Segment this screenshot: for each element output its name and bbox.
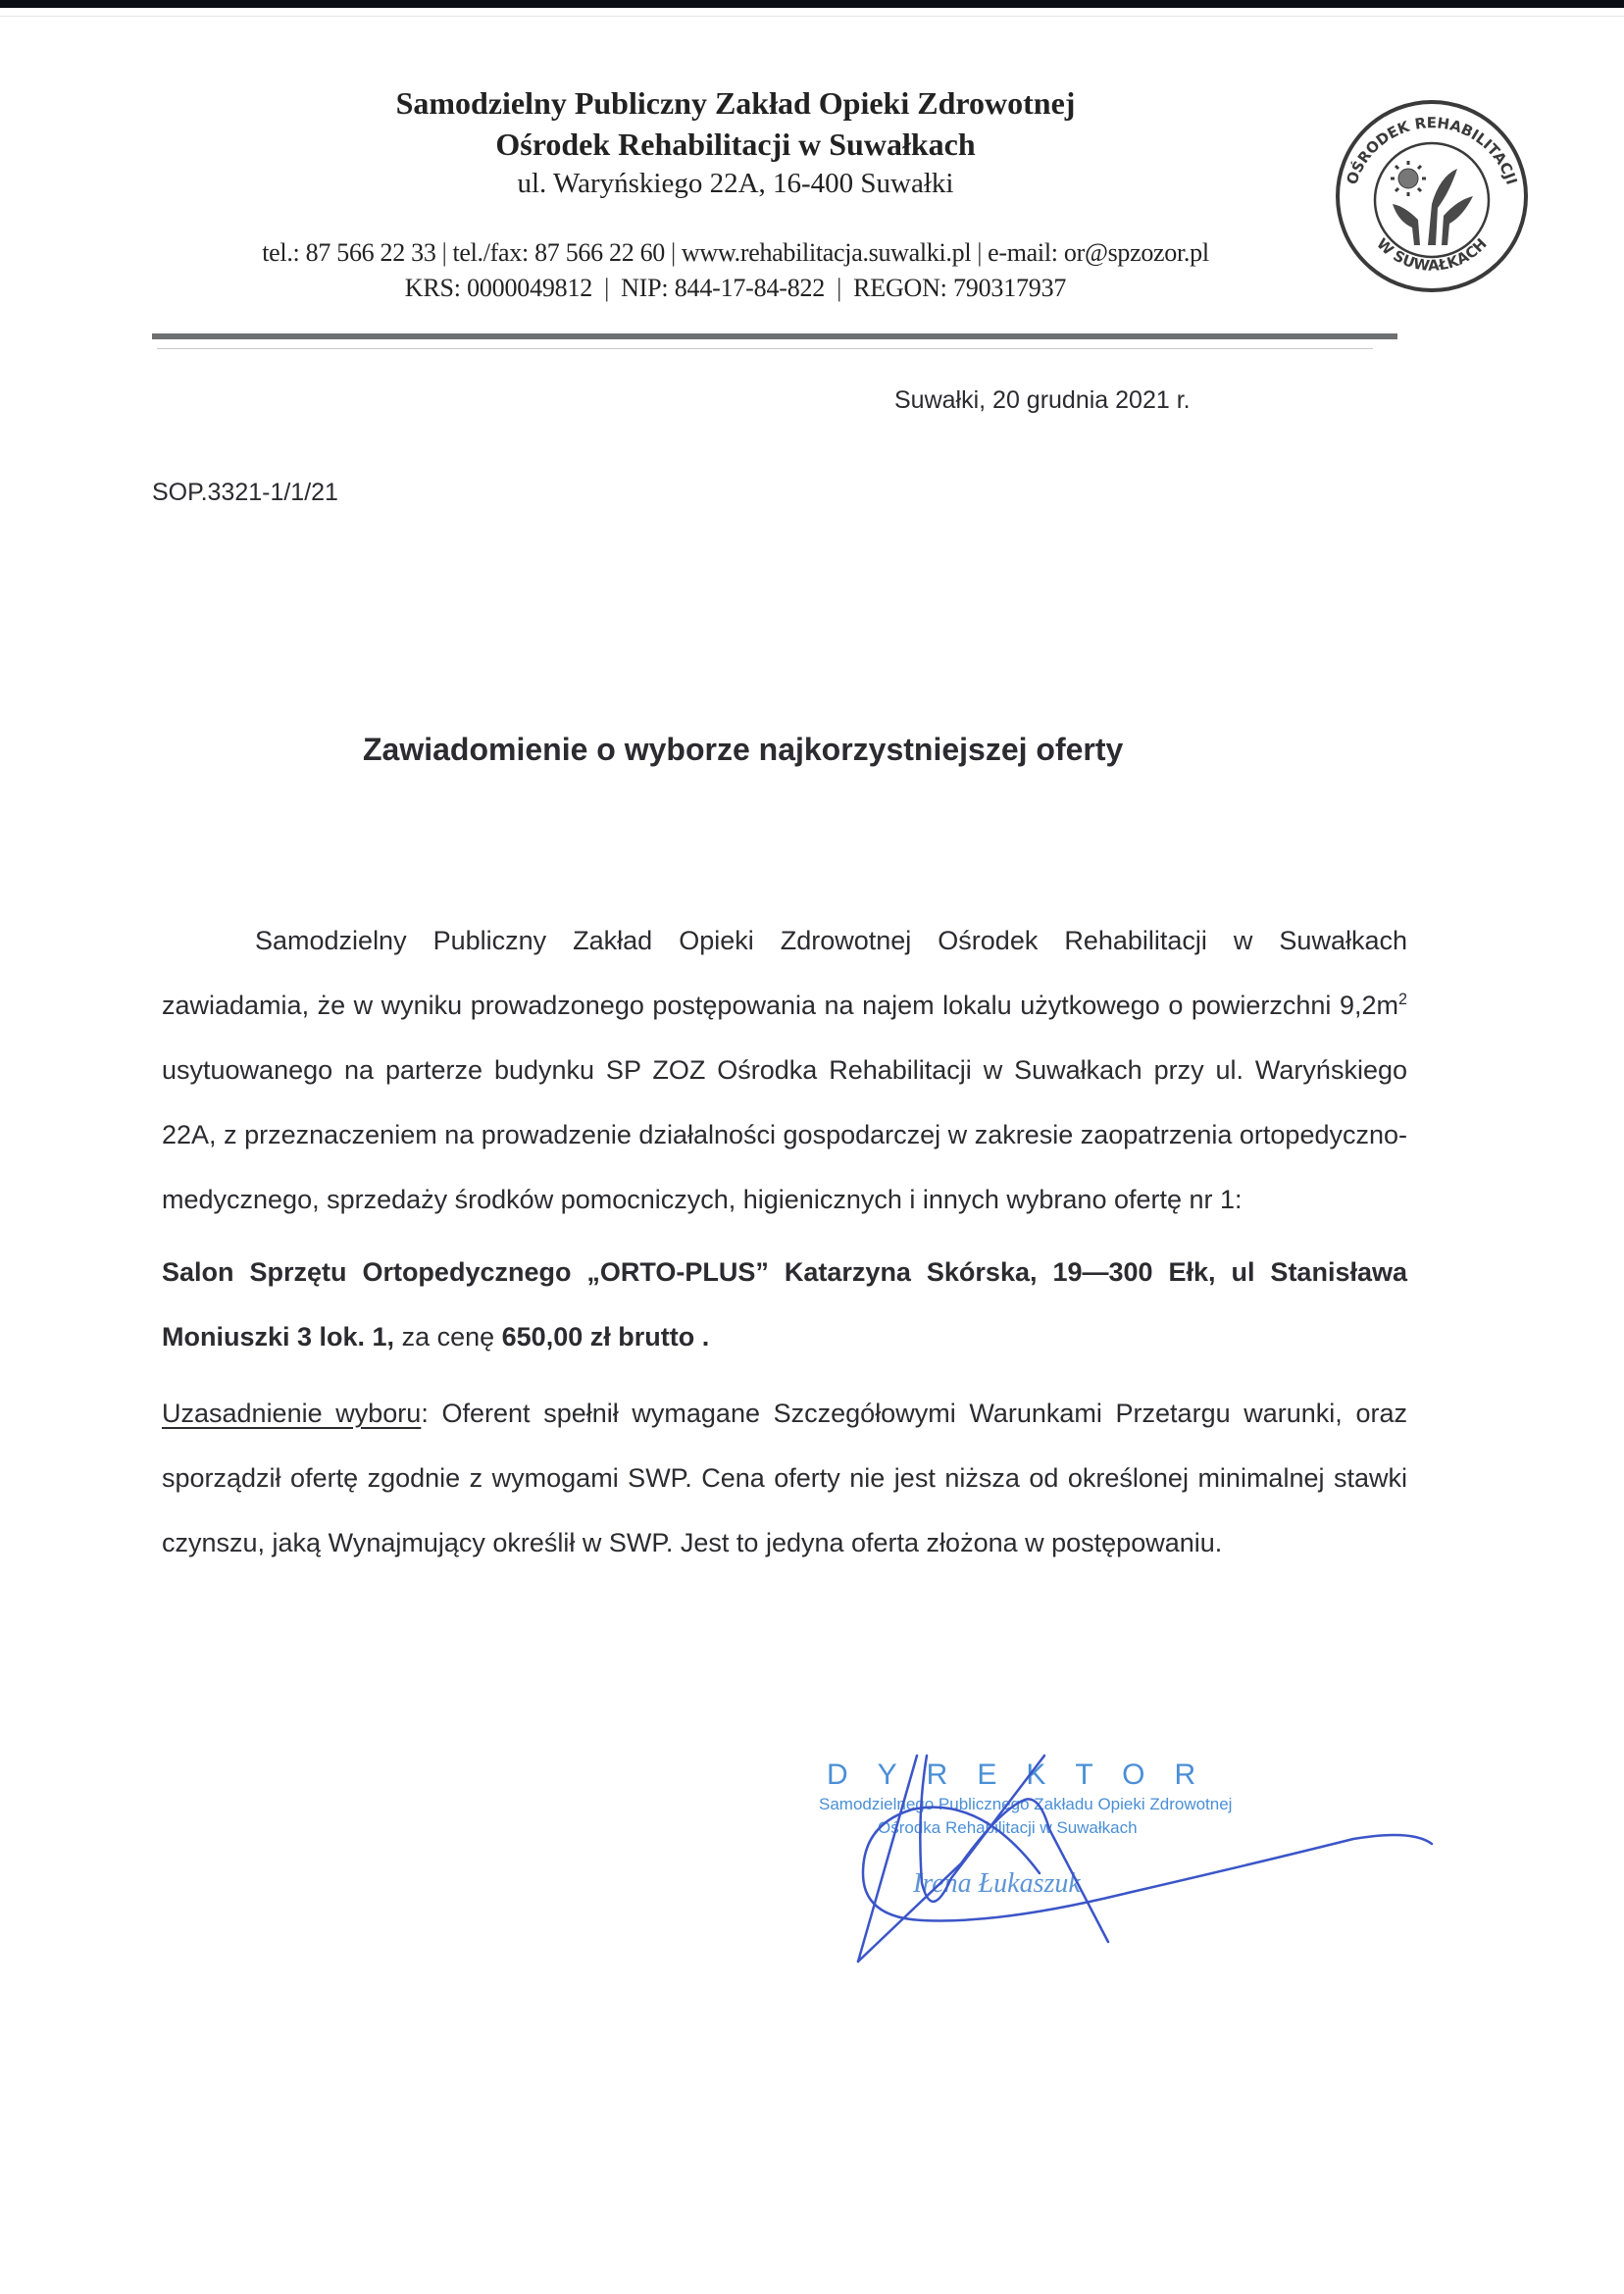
contact-line xyxy=(147,235,1324,271)
justification-text: Oferent spełnił wymagane Szczegółowymi Warunkami Przetargu warunki, oraz sporządził ofertę zgodnie z wymogami SWP. Cena oferty nie jest niższa od określonej minimalnej stawki czynszu, jaką Wynajmujący określił w SWP. Jest to jedyna oferta złożona w postępowaniu. xyxy=(162,1399,1407,1557)
offer-price: 650,00 zł brutto . xyxy=(501,1322,710,1351)
letter-body xyxy=(162,728,1407,1575)
regon-number: REGON: 790317937 xyxy=(853,274,1067,302)
registry-ids xyxy=(147,271,1324,306)
letterhead-divider-thin xyxy=(157,348,1373,349)
selected-offer xyxy=(162,1240,1407,1369)
email-link[interactable]: e-mail: or@spzozor.pl xyxy=(988,238,1209,267)
seal-ring-text-top: OŚRODEK REHABILITACJI xyxy=(1343,114,1521,187)
document-title: Zawiadomienie o wyborze najkorzystniejszej oferty xyxy=(363,732,1124,767)
stamp-institution-line1: Samodzielnego Publicznego Zakładu Opieki Zdrowotnej xyxy=(819,1795,1233,1813)
price-label: za cenę xyxy=(394,1322,502,1351)
stamp-title: DYREKTOR xyxy=(827,1759,1226,1791)
nip-number: NIP: 844-17-84-822 xyxy=(621,274,826,302)
reference-number: SOP.3321-1/1/21 xyxy=(152,479,338,506)
separator: | xyxy=(604,274,610,302)
stamp-institution-line2: Ośrodka Rehabilitacji w Suwałkach xyxy=(878,1818,1138,1837)
krs-number: KRS: 0000049812 xyxy=(404,274,593,302)
seal-ring-text-bottom: W SUWAŁKACH xyxy=(1373,234,1491,275)
paragraph-text-part1: Samodzielny Publiczny Zakład Opieki Zdrowotnej Ośrodek Rehabilitacji w Suwałkach zawiadamia, że w wyniku prowadzonego postępowania na najem lokalu użytkowego o powierzchni 9,2m xyxy=(162,926,1407,1020)
director-stamp xyxy=(819,1758,1250,1901)
scan-top-border xyxy=(0,0,1624,8)
separator: | xyxy=(671,238,676,267)
separator: | xyxy=(441,238,447,267)
paragraph-text-part2: usytuowanego na parterze budynku SP ZOZ Ośrodka Rehabilitacji w Suwałkach przy ul. Waryńskiego 22A, z przeznaczeniem na prowadzenie działalności gospodarczej w zakresie zaopatrzenia ortopedyczno-medycznego, sprzedaży środków pomocniczych, higienicznych i innych wybrano ofertę nr 1: xyxy=(162,1055,1407,1214)
organization-address: ul. Waryńskiego 22A, 16-400 Suwałki xyxy=(517,168,954,199)
winner-name-address: Salon Sprzętu Ortopedycznego „ORTO-PLUS” Katarzyna Skórska, 19—300 Ełk, ul Stanisława Moniuszki 3 lok. 1, xyxy=(162,1257,1407,1351)
area-superscript: 2 xyxy=(1397,991,1407,1008)
organization-unit: Ośrodek Rehabilitacji w Suwałkach xyxy=(495,127,976,162)
letterhead xyxy=(147,82,1324,306)
phone: tel.: 87 566 22 33 xyxy=(262,238,436,267)
rehabilitation-center-seal-icon xyxy=(1334,98,1530,294)
letterhead-divider-thick xyxy=(152,333,1397,339)
organization-name: Samodzielny Publiczny Zakład Opieki Zdrowotnej xyxy=(395,85,1076,121)
place-and-date: Suwałki, 20 grudnia 2021 r. xyxy=(894,386,1191,414)
scan-edge-line xyxy=(0,16,1624,17)
justification-paragraph xyxy=(162,1381,1407,1575)
separator: | xyxy=(977,238,983,267)
justification-label: Uzasadnienie wyboru xyxy=(162,1399,422,1428)
justification-colon: : xyxy=(421,1399,429,1428)
fax: tel./fax: 87 566 22 60 xyxy=(452,238,666,267)
website-link[interactable]: www.rehabilitacja.suwalki.pl xyxy=(681,238,972,267)
signatory-name: Irena Łukaszuk xyxy=(913,1868,1081,1899)
separator: | xyxy=(837,274,842,302)
notification-paragraph xyxy=(162,908,1407,1232)
sun-icon xyxy=(1391,161,1426,196)
